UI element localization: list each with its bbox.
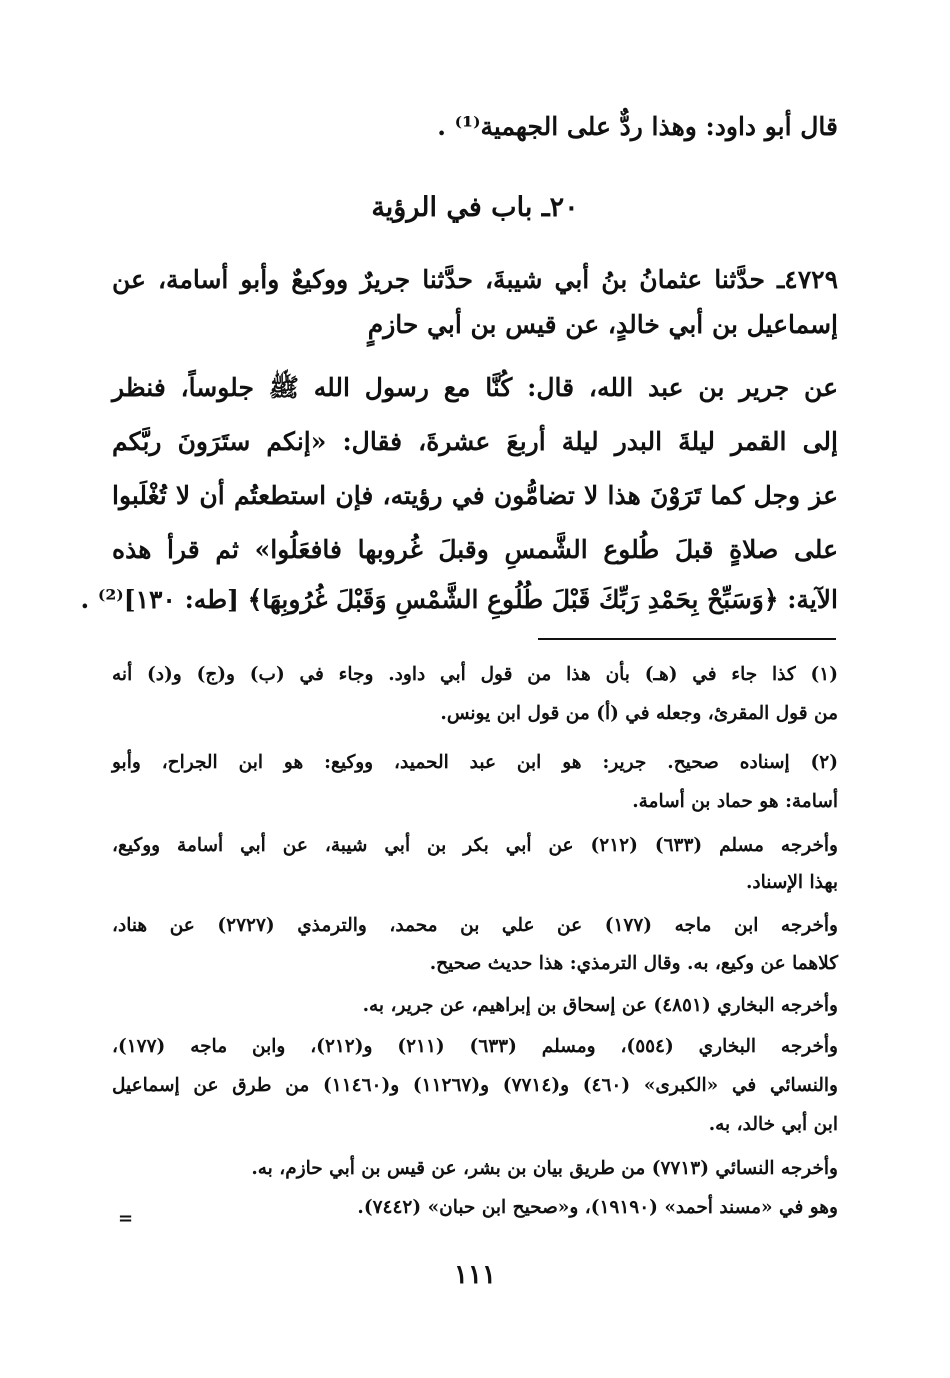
footnote-line: وأخرجه مسلم (٦٣٣) (٢١٢) عن أبي بكر بن أبي شيبة، عن أبي أسامة ووكيع، bbox=[112, 835, 838, 856]
hadith-chain-line: إسماعيل بن أبي خالدٍ، عن قيس بن أبي حازمٍ bbox=[367, 310, 838, 339]
hadith-chain-line: ٤٧٢٩ـ حدَّثنا عثمانُ بنُ أبي شيبةَ، حدَّثنا جريرٌ ووكيعٌ وأبو أسامة، عن bbox=[112, 265, 838, 294]
hadith-text-line: الآية: ﴿وَسَبِّحْ بِحَمْدِ رَبِّكَ قَبْلَ طُلُوعِ الشَّمْسِ وَقَبْلَ غُرُوبِهَا﴾ [طه: ١٣٠]⁽²⁾ . bbox=[80, 585, 838, 614]
footnote-line: (٢) إسناده صحيح. جرير: هو ابن عبد الحميد، ووكيع: هو ابن الجراح، وأبو bbox=[112, 752, 838, 773]
footnote-line: وأخرجه البخاري (٤٨٥١) عن إسحاق بن إبراهيم، عن جرير، به. bbox=[362, 995, 838, 1016]
footnote-line: وأخرجه النسائي (٧٧١٣) من طريق بيان بن بشر، عن قيس بن أبي حازم، به. bbox=[251, 1158, 838, 1179]
hadith-text-line: إلى القمر ليلةَ البدر ليلة أربعَ عشرةَ، فقال: «إنكم ستَرَونَ ربَّكم bbox=[112, 427, 838, 456]
footnote-line: والنسائي في «الكبرى» (٤٦٠) و(٧٧١٤) و(١١٢٦٧) و(١١٤٦٠) من طرق عن إسماعيل bbox=[112, 1075, 838, 1096]
footnote-line: (١) كذا جاء في (هـ) بأن هذا من قول أبي داود. وجاء في (ب) و(ج) و(د) أنه bbox=[112, 664, 838, 685]
chapter-heading: ٢٠ـ باب في الرؤية bbox=[371, 192, 579, 223]
hadith-text-line: عز وجل كما تَرَوْنَ هذا لا تضامُّون في رؤيته، فإن استطعتُم أن لا تُغْلَبوا bbox=[112, 481, 838, 510]
footnote-line: وهو في «مسند أحمد» (١٩١٩٠)، و«صحيح ابن حبان» (٧٤٤٢). bbox=[357, 1197, 838, 1218]
footnote-line: أسامة: هو حماد بن أسامة. bbox=[632, 791, 838, 812]
intro-line: قال أبو داود: وهذا ردٌّ على الجهمية⁽¹⁾ . bbox=[437, 112, 838, 141]
footnote-line: كلاهما عن وكيع، به. وقال الترمذي: هذا حديث صحيح. bbox=[429, 953, 838, 974]
footnote-line: وأخرجه البخاري (٥٥٤)، ومسلم (٦٣٣) (٢١١) و(٢١٢)، وابن ماجه (١٧٧)، bbox=[112, 1036, 838, 1057]
footnote-separator bbox=[538, 638, 836, 640]
hadith-text-line: على صلاةٍ قبلَ طُلوع الشَّمسِ وقبلَ غُروبها فافعَلُوا» ثم قرأ هذه bbox=[112, 535, 838, 564]
hadith-text-line: عن جرير بن عبد الله، قال: كُنَّا مع رسول الله ﷺ جلوساً، فنظر bbox=[112, 373, 838, 402]
continuation-mark: = bbox=[118, 1208, 134, 1229]
footnote-line: ابن أبي خالد، به. bbox=[708, 1114, 838, 1135]
page-number: ١١١ bbox=[454, 1260, 496, 1290]
footnote-line: وأخرجه ابن ماجه (١٧٧) عن علي بن محمد، والترمذي (٢٧٢٧) عن هناد، bbox=[112, 915, 838, 936]
footnote-line: بهذا الإسناد. bbox=[745, 872, 838, 893]
footnote-line: من قول المقرئ، وجعله في (أ) من قول ابن يونس. bbox=[440, 703, 838, 724]
